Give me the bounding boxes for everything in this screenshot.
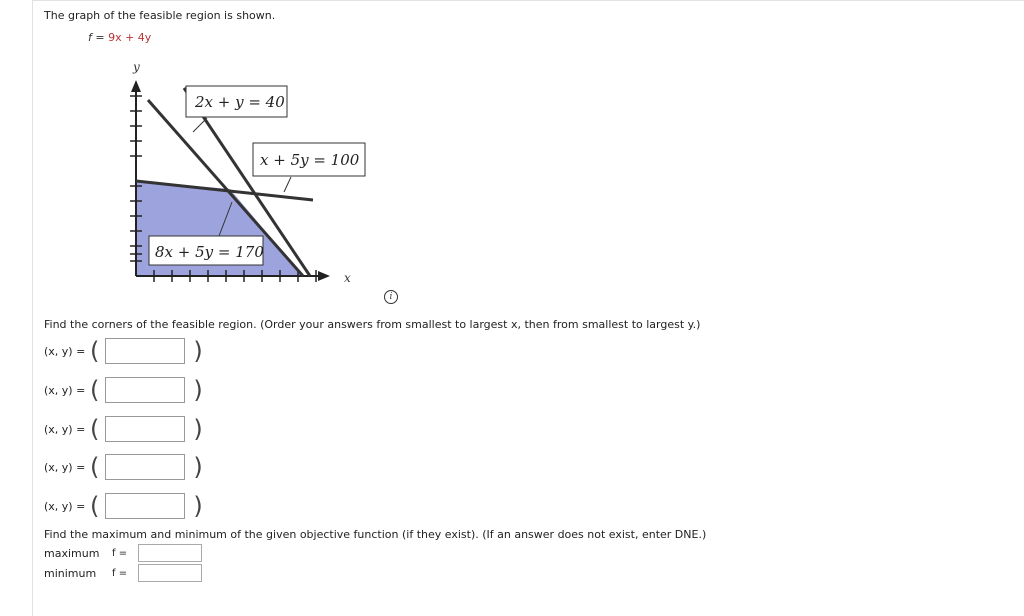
objective-function — [88, 31, 151, 44]
left-border — [32, 0, 33, 616]
maximum-row — [44, 543, 202, 563]
corner-input-5[interactable] — [105, 493, 185, 519]
maximum-label: maximum — [44, 546, 100, 560]
open-paren: ( — [90, 376, 100, 404]
maximum-f-label: f = — [112, 547, 128, 559]
corner-row-1 — [44, 335, 203, 367]
info-icon[interactable]: i — [384, 290, 398, 304]
open-paren: ( — [90, 453, 100, 481]
line-label-2: x + 5y = 100 — [260, 151, 360, 169]
leader-line-1 — [193, 118, 207, 132]
corner-row-4 — [44, 451, 203, 483]
corner-input-3[interactable] — [105, 416, 185, 442]
corner-row-2 — [44, 374, 203, 406]
feasible-region-graph — [120, 60, 380, 292]
line-label-3: 8x + 5y = 170 — [155, 243, 264, 261]
corner-label-5: (x, y) = — [44, 499, 86, 513]
minimum-f-label: f = — [112, 567, 128, 579]
minimum-input[interactable] — [138, 564, 202, 582]
close-paren: ) — [193, 337, 203, 365]
corner-input-1[interactable] — [105, 338, 185, 364]
corner-label-4: (x, y) = — [44, 460, 86, 474]
close-paren: ) — [193, 376, 203, 404]
corner-row-3 — [44, 413, 203, 445]
line-label-1: 2x + y = 40 — [195, 93, 285, 111]
minimum-label: minimum — [44, 566, 97, 580]
corner-label-2: (x, y) = — [44, 383, 86, 397]
maximum-input[interactable] — [138, 544, 202, 562]
x-axis-arrow — [318, 271, 330, 281]
open-paren: ( — [90, 337, 100, 365]
minimum-row — [44, 563, 202, 583]
objective-equals: = — [91, 31, 109, 44]
intro-text: The graph of the feasible region is shown. — [44, 9, 276, 22]
close-paren: ) — [193, 453, 203, 481]
top-border — [32, 0, 1024, 1]
corner-row-5 — [44, 490, 203, 522]
corner-input-2[interactable] — [105, 377, 185, 403]
close-paren: ) — [193, 492, 203, 520]
corner-label-3: (x, y) = — [44, 422, 86, 436]
objective-expression: 9x + 4y — [108, 31, 152, 44]
corner-label-1: (x, y) = — [44, 344, 86, 358]
x-axis-label: x — [344, 271, 351, 285]
graph-svg — [120, 60, 380, 292]
y-axis-arrow — [131, 80, 141, 92]
open-paren: ( — [90, 415, 100, 443]
question-extremes: Find the maximum and minimum of the given objective function (if they exist). (If an answer does not exist, enter DNE.) — [44, 528, 707, 541]
close-paren: ) — [193, 415, 203, 443]
leader-line-2 — [284, 177, 291, 192]
y-axis-label: y — [133, 60, 140, 74]
open-paren: ( — [90, 492, 100, 520]
question-corners: Find the corners of the feasible region. (Order your answers from smallest to largest x, then from smallest to largest y.) — [44, 318, 701, 331]
corner-input-4[interactable] — [105, 454, 185, 480]
objective-f: f — [88, 31, 92, 44]
